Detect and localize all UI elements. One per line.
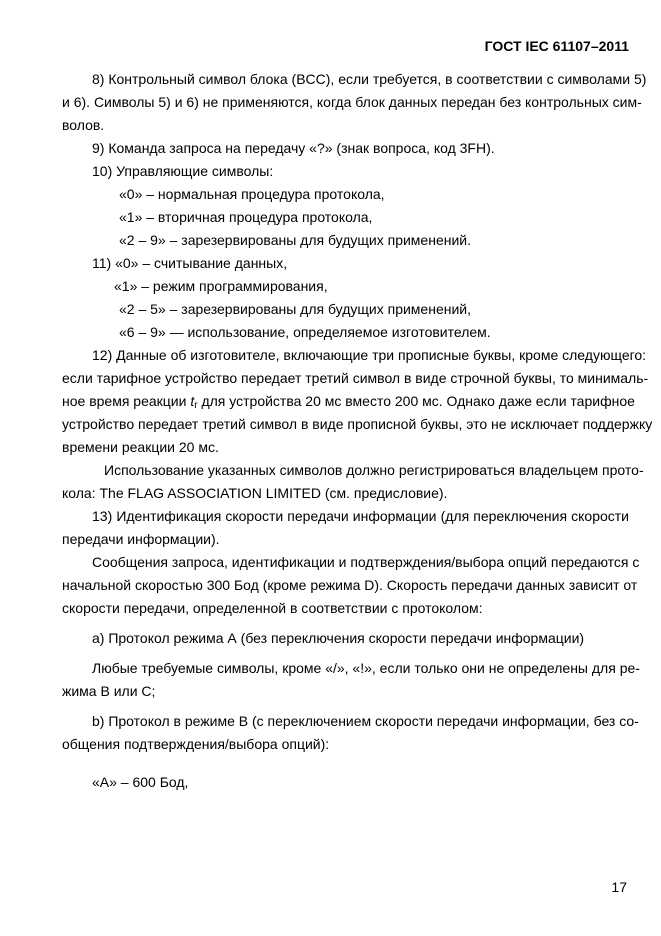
body-line: скорости передачи, определенной в соответствии с протоколом: bbox=[62, 600, 483, 616]
body-line: 10) Управляющие символы: bbox=[92, 163, 274, 179]
list-item: «2 – 9» – зарезервированы для будущих применений. bbox=[119, 232, 471, 248]
body-line: если тарифное устройство передает третий символ в виде строчной буквы, то минималь- bbox=[62, 370, 649, 386]
body-text: для устройства 20 мс вместо 200 мс. Однако даже если тарифное bbox=[201, 393, 635, 409]
list-item: «2 – 5» – зарезервированы для будущих применений, bbox=[119, 301, 471, 317]
body-line: передачи информации). bbox=[62, 531, 220, 547]
list-item: «0» – нормальная процедура протокола, bbox=[119, 186, 385, 202]
body-line: и 6). Символы 5) и 6) не применяются, когда блок данных передан без контрольных сим- bbox=[62, 94, 642, 110]
body-line: начальной скоростью 300 Бод (кроме режима D). Скорость передачи данных зависит от bbox=[62, 577, 638, 593]
list-item: «1» – вторичная процедура протокола, bbox=[119, 209, 373, 225]
body-line: 8) Контрольный символ блока (BCC), если требуется, в соответствии с символами 5) bbox=[92, 71, 647, 87]
body-line: b) Протокол в режиме В (с переключением скорости передачи информации, без со- bbox=[92, 713, 639, 729]
body-line bbox=[62, 393, 635, 409]
body-line: 12) Данные об изготовителе, включающие три прописные буквы, кроме следующего: bbox=[92, 347, 647, 363]
list-item: «1» – режим программирования, bbox=[114, 278, 328, 294]
math-symbol: t bbox=[190, 393, 195, 409]
math-subscript: r bbox=[194, 400, 198, 411]
page-number: 17 bbox=[611, 879, 627, 895]
body-line: жима В или С; bbox=[62, 683, 156, 699]
body-line: устройство передает третий символ в виде прописной буквы, это не исключает поддержку bbox=[62, 416, 653, 432]
body-text: ное время реакции bbox=[62, 393, 187, 409]
body-line: общения подтверждения/выбора опций): bbox=[62, 736, 330, 752]
body-line: a) Протокол режима А (без переключения скорости передачи информации) bbox=[92, 630, 585, 646]
body-line: Сообщения запроса, идентификации и подтверждения/выбора опций передаются с bbox=[92, 554, 640, 570]
body-line: Любые требуемые символы, кроме «/», «!», если только они не определены для ре- bbox=[92, 660, 640, 676]
body-line: времени реакции 20 мс. bbox=[62, 439, 219, 455]
body-line: Использование указанных символов должно регистрироваться владельцем прото- bbox=[104, 462, 644, 478]
body-line: 9) Команда запроса на передачу «?» (знак вопроса, код 3FH). bbox=[92, 140, 495, 156]
body-line: 13) Идентификация скорости передачи информации (для переключения скорости bbox=[92, 508, 629, 524]
body-line: кола: The FLAG ASSOCIATION LIMITED (см. предисловие). bbox=[62, 485, 448, 501]
body-line: «А» – 600 Бод, bbox=[92, 774, 189, 790]
list-item: «6 – 9» — использование, определяемое изготовителем. bbox=[119, 324, 491, 340]
document-header: ГОСТ IEC 61107–2011 bbox=[484, 38, 629, 54]
body-line: волов. bbox=[62, 117, 105, 133]
body-line: 11) «0» – считывание данных, bbox=[92, 255, 288, 271]
